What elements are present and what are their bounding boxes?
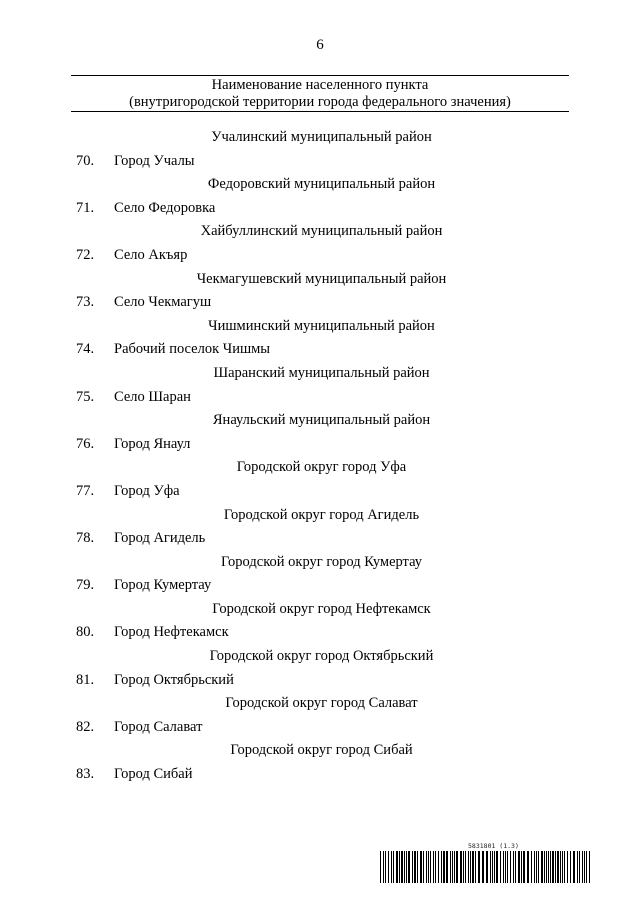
barcode-bar [507, 851, 508, 883]
barcode-caption: 5831801 (1.3) [468, 842, 519, 850]
barcode-bar [428, 851, 429, 883]
barcode-bar [582, 851, 583, 883]
barcode-bar [503, 851, 504, 883]
barcode-bar [396, 851, 398, 883]
item-number: 76. [76, 435, 95, 452]
barcode-bar [550, 851, 551, 883]
settlement-name: Город Октябрьский [114, 671, 234, 688]
settlement-name: Город Агидель [114, 530, 206, 547]
barcode-bar [510, 851, 511, 883]
barcode-bar [536, 851, 537, 883]
header-bottom-rule [71, 111, 569, 112]
item-number: 83. [76, 766, 95, 783]
district-heading: Федоровский муниципальный район [207, 176, 436, 193]
barcode-bar [482, 851, 484, 883]
barcode-bar [589, 851, 590, 883]
barcode-bar [579, 851, 580, 883]
barcode-bar [385, 851, 386, 883]
barcode-bar [562, 851, 563, 883]
barcode-bar [412, 851, 413, 883]
barcode-bar [443, 851, 445, 883]
item-number: 71. [76, 199, 95, 216]
barcode-bar [463, 851, 464, 883]
item-number: 81. [76, 671, 95, 688]
barcode-bar [393, 851, 394, 883]
barcode-bar [430, 851, 431, 883]
barcode [380, 842, 592, 884]
barcode-bar [426, 851, 427, 883]
barcode-bar [452, 851, 453, 883]
barcode-bar [557, 851, 559, 883]
barcode-bar [552, 851, 554, 883]
barcode-bar [521, 851, 522, 883]
barcode-bar [573, 851, 575, 883]
barcode-bar [460, 851, 462, 883]
district-heading: Городской округ город Октябрьский [209, 648, 434, 665]
settlement-name: Село Шаран [114, 388, 191, 405]
barcode-bar [423, 851, 424, 883]
barcode-bar [435, 851, 436, 883]
barcode-bar [465, 851, 466, 883]
list-item [0, 433, 640, 457]
barcode-bar [586, 851, 587, 883]
barcode-bar [500, 851, 501, 883]
barcode-bar [478, 851, 480, 883]
item-number: 73. [76, 294, 95, 311]
barcode-bar [475, 851, 476, 883]
barcode-bar [490, 851, 491, 883]
settlement-name: Город Кумертау [114, 577, 212, 594]
list-item [0, 197, 640, 221]
barcode-bar [564, 851, 565, 883]
column-header-title: Наименование населенного пункта [211, 77, 429, 93]
barcode-bar [544, 851, 545, 883]
barcode-bar [515, 851, 516, 883]
barcode-bar [456, 851, 458, 883]
barcode-bar [496, 851, 498, 883]
barcode-bar [383, 851, 384, 883]
barcode-bar [438, 851, 439, 883]
barcode-bar [441, 851, 442, 883]
list-item [0, 574, 640, 598]
district-heading: Городской округ город Салават [225, 695, 418, 712]
settlement-name: Село Акъяр [114, 246, 188, 263]
barcode-bar [468, 851, 469, 883]
barcode-bar [401, 851, 403, 883]
barcode-bar [450, 851, 451, 883]
barcode-bar [541, 851, 543, 883]
district-heading: Городской округ город Агидель [223, 506, 420, 523]
barcode-bar [527, 851, 529, 883]
settlement-name: Город Сибай [114, 766, 193, 783]
settlement-name: Город Учалы [114, 152, 195, 169]
barcode-bar [555, 851, 556, 883]
column-header-subtitle: (внутригородской территории города федерального значения) [129, 94, 511, 110]
list-item [0, 669, 640, 693]
list-item [0, 527, 640, 551]
barcode-bar [560, 851, 561, 883]
district-heading: Чишминский муниципальный район [208, 317, 435, 334]
barcode-bar [417, 851, 418, 883]
district-heading: Учалинский муниципальный район [211, 129, 432, 145]
list-item [0, 716, 640, 740]
barcode-bar [513, 851, 514, 883]
barcode-bar [454, 851, 455, 883]
barcode-bar [567, 851, 568, 883]
item-number: 77. [76, 482, 95, 499]
barcode-bar [404, 851, 405, 883]
item-number: 82. [76, 718, 95, 735]
settlement-name: Рабочий поселок Чишмы [114, 341, 271, 358]
barcode-bar [408, 851, 410, 883]
list-item [0, 763, 640, 787]
district-heading: Городской округ город Сибай [230, 742, 413, 759]
barcode-bar [470, 851, 471, 883]
list-item [0, 480, 640, 504]
barcode-bar [534, 851, 535, 883]
settlement-name: Город Янаул [114, 435, 191, 452]
barcode-bar [570, 851, 571, 883]
item-number: 70. [76, 152, 95, 169]
barcode-bar [584, 851, 585, 883]
barcode-bars [380, 851, 592, 883]
page-number: 6 [316, 37, 324, 53]
settlement-name: Город Нефтекамск [114, 624, 229, 641]
settlement-list [0, 126, 640, 787]
barcode-bar [538, 851, 539, 883]
settlement-name: Город Салават [114, 718, 203, 735]
barcode-bar [391, 851, 392, 883]
header-top-rule [71, 75, 569, 76]
list-item [0, 338, 640, 362]
barcode-bar [546, 851, 547, 883]
settlement-name: Село Федоровка [114, 199, 216, 216]
list-item [0, 386, 640, 410]
barcode-bar [492, 851, 493, 883]
barcode-bar [446, 851, 448, 883]
item-number: 72. [76, 246, 95, 263]
item-number: 74. [76, 341, 95, 358]
barcode-bar [523, 851, 525, 883]
barcode-bar [472, 851, 474, 883]
barcode-bar [433, 851, 434, 883]
district-heading: Чекмагушевский муниципальный район [196, 270, 447, 287]
barcode-bar [406, 851, 407, 883]
list-item [0, 150, 640, 174]
settlement-name: Село Чекмагуш [114, 294, 212, 311]
district-heading: Городской округ город Нефтекамск [212, 600, 431, 617]
barcode-bar [420, 851, 422, 883]
item-number: 78. [76, 530, 95, 547]
barcode-bar [518, 851, 520, 883]
barcode-bar [505, 851, 506, 883]
district-heading: Городской округ город Кумертау [220, 553, 423, 570]
barcode-bar [494, 851, 495, 883]
item-number: 79. [76, 577, 95, 594]
barcode-bar [577, 851, 578, 883]
list-item [0, 621, 640, 645]
barcode-bar [380, 851, 381, 883]
list-item [0, 291, 640, 315]
district-heading: Хайбуллинский муниципальный район [200, 223, 443, 240]
settlement-name: Город Уфа [114, 482, 180, 499]
district-heading: Шаранский муниципальный район [213, 364, 430, 381]
item-number: 75. [76, 388, 95, 405]
barcode-bar [548, 851, 549, 883]
barcode-bar [399, 851, 400, 883]
list-item [0, 244, 640, 268]
barcode-bar [414, 851, 416, 883]
district-heading: Янаульский муниципальный район [212, 412, 431, 429]
barcode-bar [388, 851, 389, 883]
district-heading: Городской округ город Уфа [236, 459, 407, 476]
barcode-bar [486, 851, 488, 883]
barcode-bar [531, 851, 532, 883]
item-number: 80. [76, 624, 95, 641]
